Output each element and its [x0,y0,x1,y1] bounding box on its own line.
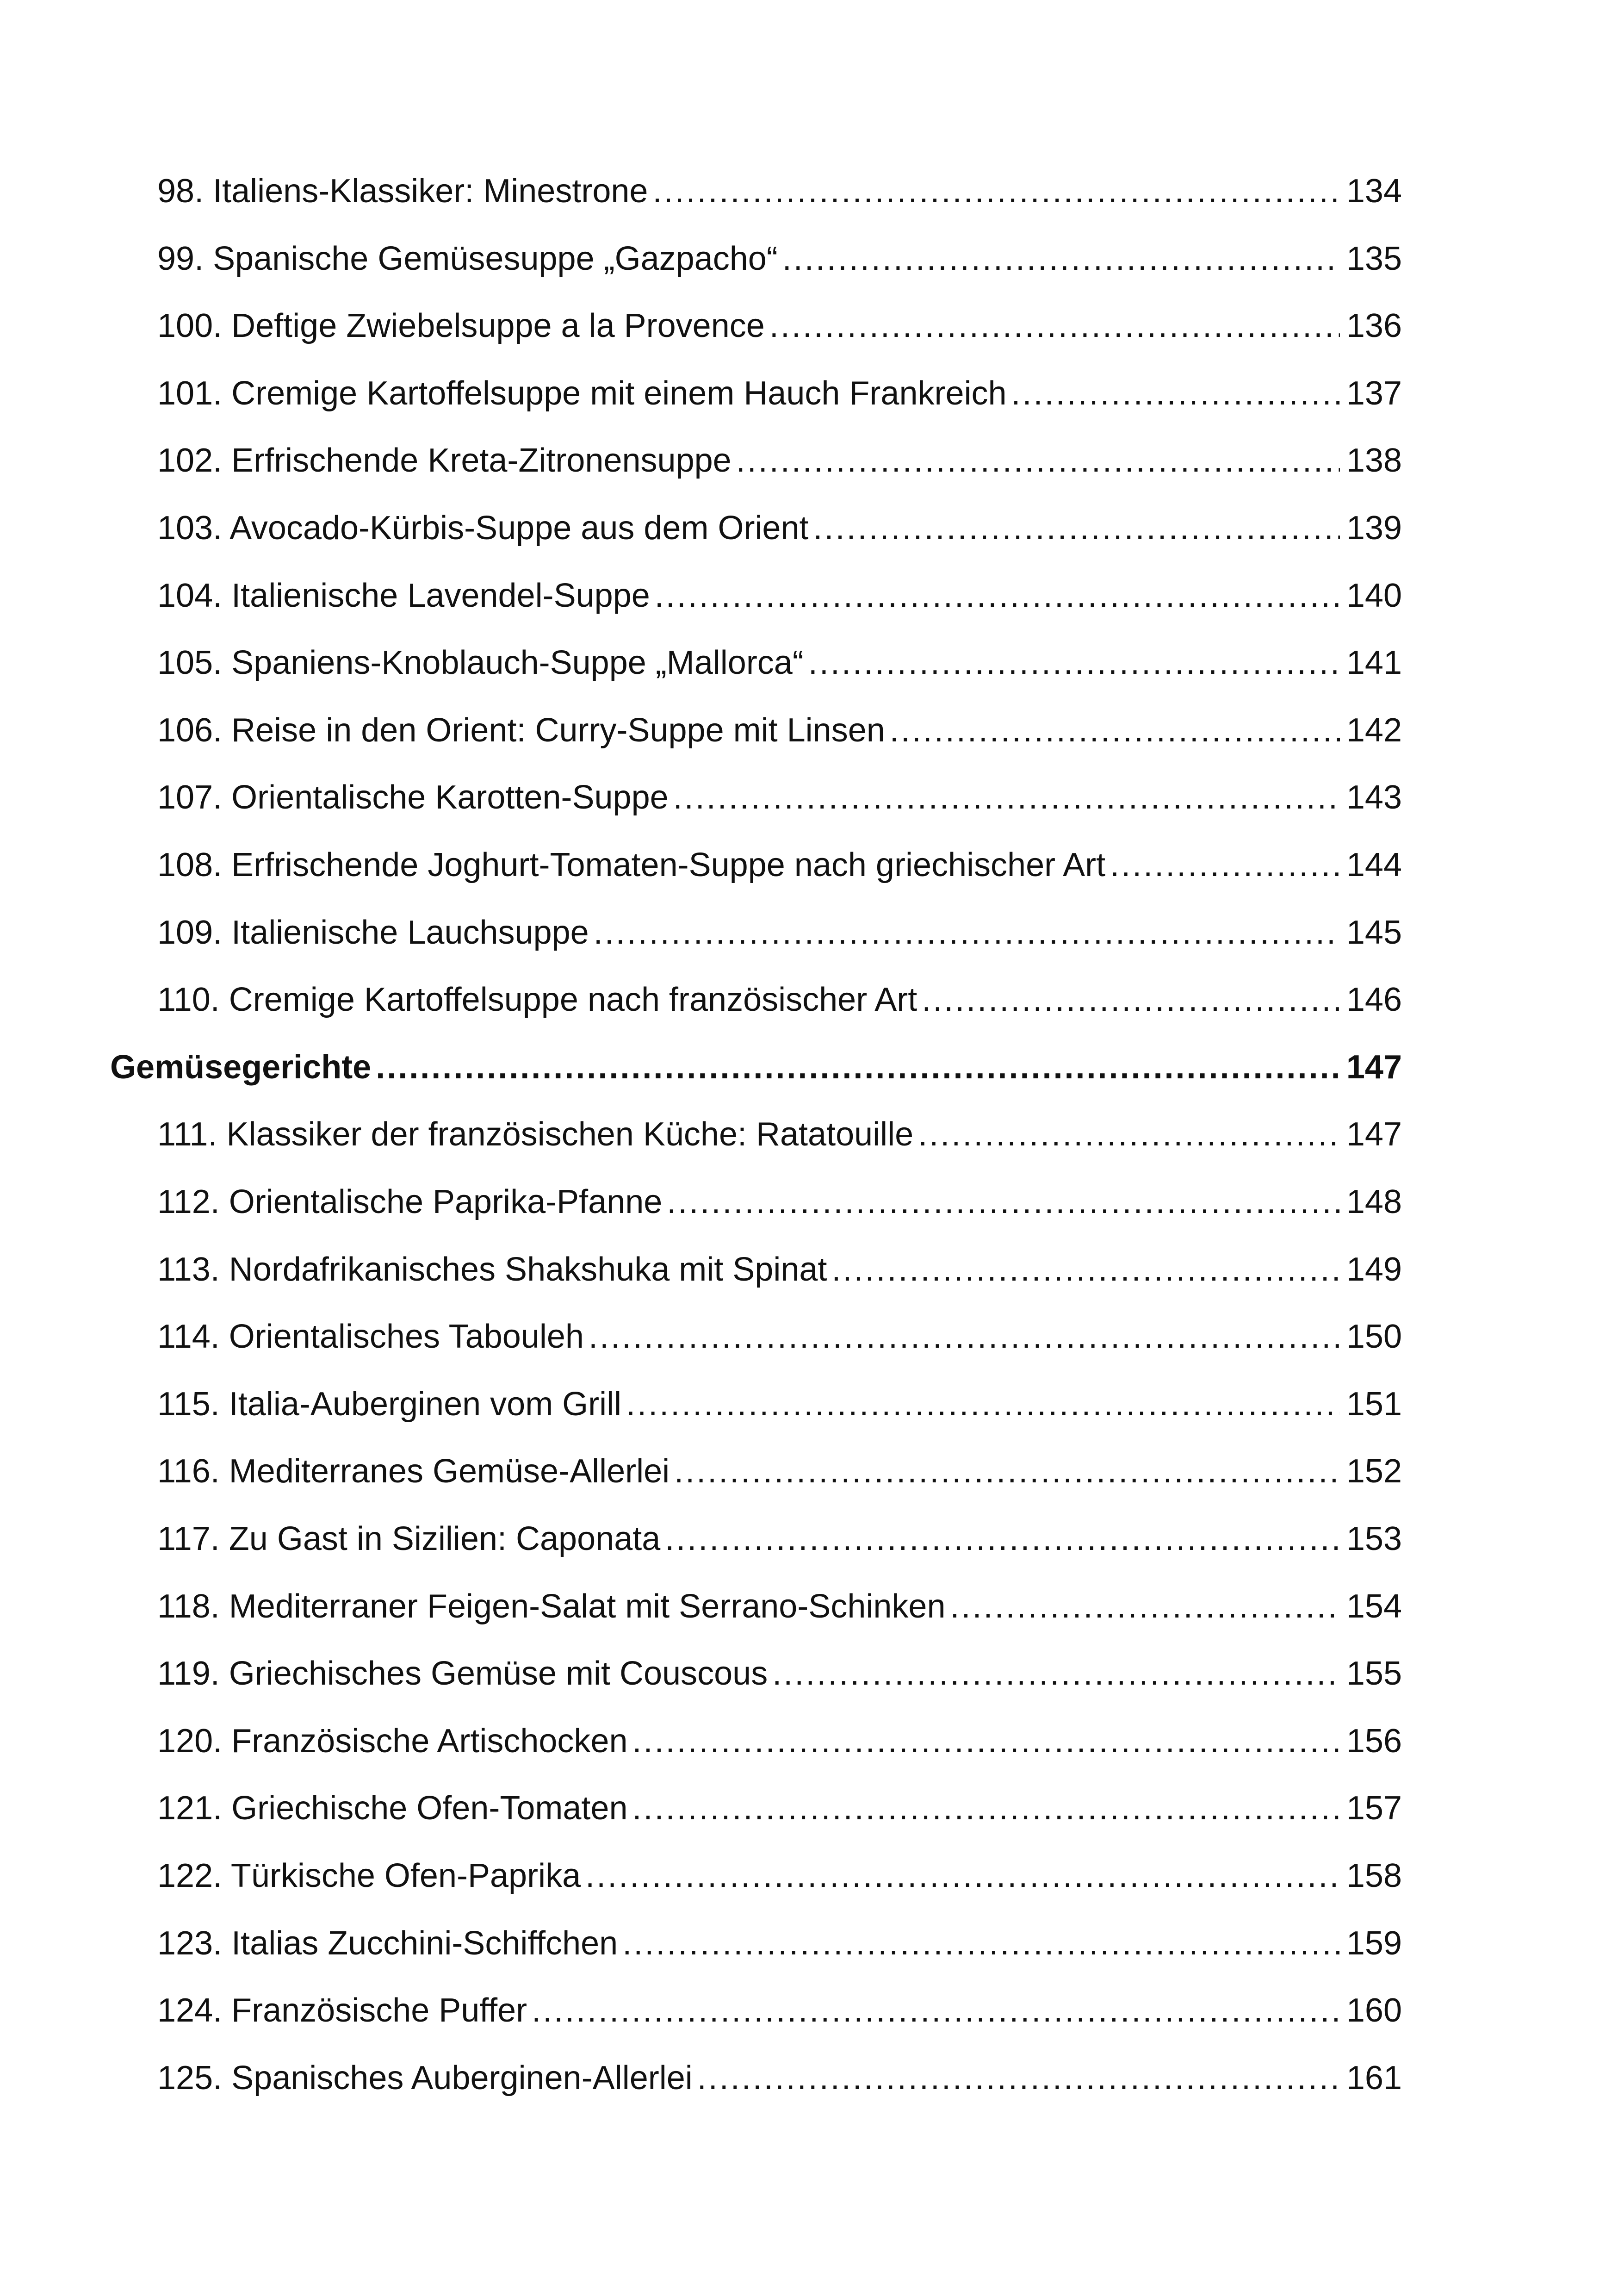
toc-entry-title: 104. Italienische Lavendel-Suppe [157,577,650,614]
dot-leader [655,562,1340,629]
toc-entry-page-number: 142 [1346,711,1402,749]
toc-entry-page-number: 149 [1346,1251,1402,1288]
toc-entry-page-number: 143 [1346,779,1402,816]
dot-leader [674,1437,1340,1505]
toc-entry[interactable] [157,629,1402,697]
toc-entry[interactable] [157,494,1402,562]
dot-leader [922,966,1340,1033]
toc-entry-title: 120. Französische Artischocken [157,1722,628,1760]
toc-entry-title: 101. Cremige Kartoffelsuppe mit einem Hauch Frankreich [157,374,1007,412]
toc-entry[interactable] [157,1101,1402,1168]
toc-entry-page-number: 159 [1346,1924,1402,1962]
dot-leader [782,225,1340,292]
dot-leader [532,1977,1340,2044]
toc-entry-page-number: 145 [1346,914,1402,951]
toc-entry-page-number: 137 [1346,374,1402,412]
toc-entry-page-number: 148 [1346,1183,1402,1220]
toc-entry-title: 102. Erfrischende Kreta-Zitronensuppe [157,442,732,479]
dot-leader [918,1101,1340,1168]
toc-entry-title: 117. Zu Gast in Sizilien: Caponata [157,1520,661,1557]
toc-entry-title: Gemüsegerichte [110,1048,372,1086]
dot-leader [769,292,1340,360]
dot-leader [665,1505,1340,1573]
toc-section-heading[interactable] [110,1033,1402,1101]
toc-entry-page-number: 154 [1346,1587,1402,1625]
toc-entry[interactable] [157,1505,1402,1573]
toc-entry-page-number: 139 [1346,510,1402,547]
toc-entry[interactable] [157,1370,1402,1438]
toc-entry-page-number: 156 [1346,1722,1402,1760]
toc-entry[interactable] [157,157,1402,225]
toc-entry-page-number: 160 [1346,1992,1402,2029]
toc-entry-title: 107. Orientalische Karotten-Suppe [157,779,669,816]
toc-entry-page-number: 158 [1346,1857,1402,1894]
toc-entry[interactable] [157,697,1402,764]
dot-leader [626,1370,1340,1438]
toc-entry-page-number: 146 [1346,981,1402,1019]
toc-entry[interactable] [157,1437,1402,1505]
toc-entry-title: 109. Italienische Lauchsuppe [157,914,589,951]
dot-leader [673,764,1340,831]
dot-leader [667,1168,1340,1236]
toc-entry[interactable] [157,225,1402,292]
dot-leader [697,2044,1340,2112]
dot-leader [632,1707,1340,1775]
toc-entry[interactable] [157,292,1402,360]
toc-entry-title: 100. Deftige Zwiebelsuppe a la Provence [157,307,765,345]
toc-entry-title: 123. Italias Zucchini-Schiffchen [157,1924,618,1962]
toc-entry-page-number: 152 [1346,1453,1402,1490]
toc-entry-title: 99. Spanische Gemüsesuppe „Gazpacho“ [157,240,778,277]
toc-entry-title: 103. Avocado-Kürbis-Suppe aus dem Orient [157,510,809,547]
dot-leader [772,1640,1340,1707]
toc-entry[interactable] [157,360,1402,427]
toc-entry-title: 124. Französische Puffer [157,1992,527,2029]
toc-entry-title: 122. Türkische Ofen-Paprika [157,1857,581,1894]
dot-leader [1011,360,1340,427]
toc-entry[interactable] [157,1573,1402,1640]
toc-entry[interactable] [157,1303,1402,1370]
toc-entry[interactable] [157,562,1402,629]
toc-entry-title: 116. Mediterranes Gemüse-Allerlei [157,1453,670,1490]
dot-leader [1110,831,1340,899]
toc-entry-page-number: 161 [1346,2059,1402,2097]
toc-entry-title: 111. Klassiker der französischen Küche: Ratatouille [157,1116,914,1153]
dot-leader [594,899,1340,966]
toc-entry[interactable] [157,1774,1402,1842]
toc-entry-page-number: 134 [1346,173,1402,210]
dot-leader [622,1910,1340,1977]
toc-entry[interactable] [157,1842,1402,1910]
toc-entry-page-number: 153 [1346,1520,1402,1557]
dot-leader [632,1774,1340,1842]
toc-entry-title: 112. Orientalische Paprika-Pfanne [157,1183,663,1220]
toc-entry-page-number: 150 [1346,1318,1402,1356]
dot-leader [890,697,1340,764]
dot-leader [376,1033,1340,1101]
toc-entry-title: 115. Italia-Auberginen vom Grill [157,1385,622,1423]
toc-entry[interactable] [157,427,1402,494]
toc-entry-title: 114. Orientalisches Tabouleh [157,1318,584,1356]
toc-entry-title: 98. Italiens-Klassiker: Minestrone [157,173,648,210]
toc-entry-title: 105. Spaniens-Knoblauch-Suppe „Mallorca“ [157,644,804,682]
toc-entry-title: 125. Spanisches Auberginen-Allerlei [157,2059,693,2097]
toc-entry[interactable] [157,1910,1402,1977]
dot-leader [652,157,1339,225]
toc-entry-page-number: 141 [1346,644,1402,682]
dot-leader [808,629,1340,697]
toc-entry[interactable] [157,1168,1402,1236]
toc-entry[interactable] [157,1640,1402,1707]
toc-entry[interactable] [157,764,1402,831]
toc-entry[interactable] [157,2044,1402,2112]
toc-entry-page-number: 157 [1346,1790,1402,1827]
toc-entry-page-number: 147 [1346,1048,1402,1086]
toc-entry-title: 106. Reise in den Orient: Curry-Suppe mit Linsen [157,711,885,749]
toc-entry-title: 110. Cremige Kartoffelsuppe nach französischer Art [157,981,917,1019]
toc-entry-page-number: 144 [1346,846,1402,884]
toc-entry-page-number: 140 [1346,577,1402,614]
dot-leader [585,1842,1340,1910]
dot-leader [813,494,1340,562]
toc-entry[interactable] [157,1707,1402,1775]
toc-entry[interactable] [157,899,1402,966]
toc-entry-title: 119. Griechisches Gemüse mit Couscous [157,1655,768,1692]
dot-leader [736,427,1340,494]
toc-entry[interactable] [157,1977,1402,2044]
toc-entry-title: 108. Erfrischende Joghurt-Tomaten-Suppe nach griechischer Art [157,846,1106,884]
toc-entry-page-number: 135 [1346,240,1402,277]
toc-entry[interactable] [157,966,1402,1033]
toc-entry-title: 113. Nordafrikanisches Shakshuka mit Spinat [157,1251,827,1288]
toc-entry[interactable] [157,1236,1402,1303]
toc-entry-title: 118. Mediterraner Feigen-Salat mit Serrano-Schinken [157,1587,946,1625]
dot-leader [950,1573,1340,1640]
dot-leader [831,1236,1339,1303]
toc-entry-page-number: 147 [1346,1116,1402,1153]
dot-leader [589,1303,1340,1370]
toc-entry-title: 121. Griechische Ofen-Tomaten [157,1790,628,1827]
toc-entry-page-number: 136 [1346,307,1402,345]
toc-entry-page-number: 138 [1346,442,1402,479]
toc-entry-page-number: 155 [1346,1655,1402,1692]
toc-entry[interactable] [157,831,1402,899]
toc-entry-page-number: 151 [1346,1385,1402,1423]
